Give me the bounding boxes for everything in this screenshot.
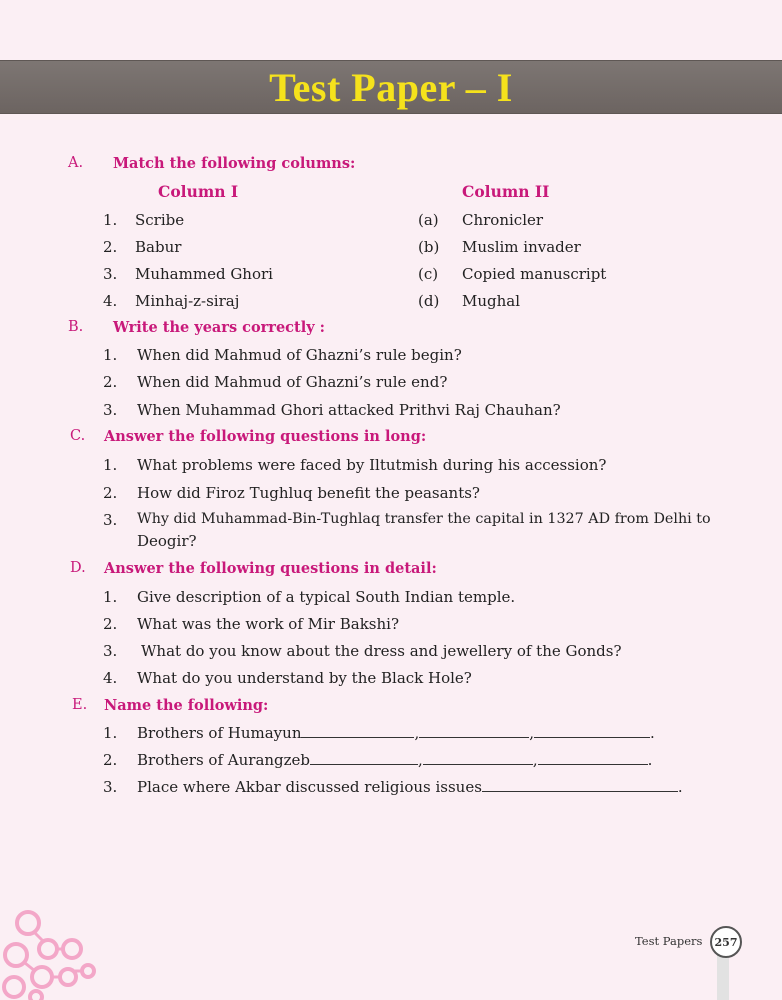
section-d-letter: D. xyxy=(70,560,86,576)
question-text: When did Mahmud of Ghazni’s rule begin? xyxy=(137,346,462,364)
question-text-continued: Deogir? xyxy=(137,532,197,550)
question-text: Why did Muhammad-Bin-Tughlaq transfer the capital in 1327 AD from Delhi to xyxy=(137,511,711,527)
match-right-item: Mughal xyxy=(462,292,521,310)
answer-blank[interactable] xyxy=(310,752,418,765)
section-a-letter: A. xyxy=(68,155,84,171)
question-number: 1. xyxy=(103,588,118,606)
question-text: When Muhammad Ghori attacked Prithvi Raj Chauhan? xyxy=(137,401,561,419)
match-code: (a) xyxy=(418,211,439,229)
page-badge-tail xyxy=(717,952,729,1000)
question-number: 1. xyxy=(103,456,118,474)
question-number: 3. xyxy=(103,778,118,796)
fill-in-question: Brothers of Aurangzeb , , . xyxy=(137,751,653,769)
match-right-item: Chronicler xyxy=(462,211,544,229)
page-number: 257 xyxy=(714,935,738,949)
match-row-number: 3. xyxy=(103,265,118,283)
section-a-title: Match the following columns: xyxy=(113,155,356,172)
question-text: What problems were faced by Iltutmish during his accession? xyxy=(137,456,607,474)
match-row-number: 1. xyxy=(103,211,118,229)
match-code: (c) xyxy=(418,265,439,283)
match-left-item: Babur xyxy=(135,238,182,256)
pink-circles-icon xyxy=(0,905,100,1000)
fill-in-text: Brothers of Humayun xyxy=(137,724,302,742)
answer-blank[interactable] xyxy=(538,752,648,765)
question-text: What was the work of Mir Bakshi? xyxy=(137,615,399,633)
question-number: 4. xyxy=(103,669,118,687)
footer-label: Test Papers xyxy=(635,934,703,948)
question-number: 2. xyxy=(103,615,118,633)
question-number: 2. xyxy=(103,484,118,502)
match-code: (d) xyxy=(418,292,440,310)
match-left-item: Scribe xyxy=(135,211,185,229)
question-text: What do you understand by the Black Hole? xyxy=(137,669,472,687)
title-banner xyxy=(0,60,782,114)
match-right-item: Muslim invader xyxy=(462,238,581,256)
section-b-title: Write the years correctly : xyxy=(113,319,326,336)
match-left-item: Muhammed Ghori xyxy=(135,265,273,283)
match-right-item: Copied manuscript xyxy=(462,265,607,283)
answer-blank[interactable] xyxy=(482,779,678,792)
question-number: 2. xyxy=(103,373,118,391)
answer-blank[interactable] xyxy=(423,752,533,765)
match-row-number: 4. xyxy=(103,292,118,310)
page-number-badge xyxy=(710,926,742,958)
section-e-letter: E. xyxy=(72,697,88,713)
fill-in-question: Place where Akbar discussed religious issues . xyxy=(137,778,683,796)
question-text: What do you know about the dress and jewellery of the Gonds? xyxy=(141,642,622,660)
section-c-title: Answer the following questions in long: xyxy=(104,428,427,445)
question-number: 2. xyxy=(103,751,118,769)
section-c-letter: C. xyxy=(70,428,86,444)
question-number: 1. xyxy=(103,724,118,742)
answer-blank[interactable] xyxy=(301,725,414,738)
fill-in-question: Brothers of Humayun , , . xyxy=(137,724,655,742)
answer-blank[interactable] xyxy=(419,725,529,738)
match-left-item: Minhaj-z-siraj xyxy=(135,292,240,310)
fill-in-text: Brothers of Aurangzeb xyxy=(137,751,311,769)
match-code: (b) xyxy=(418,238,440,256)
column-1-header: Column I xyxy=(158,182,239,201)
answer-blank[interactable] xyxy=(534,725,650,738)
question-number: 3. xyxy=(103,511,118,529)
question-number: 3. xyxy=(103,401,118,419)
question-number: 3. xyxy=(103,642,118,660)
column-2-header: Column II xyxy=(462,182,550,201)
question-text: When did Mahmud of Ghazni’s rule end? xyxy=(137,373,448,391)
question-number: 1. xyxy=(103,346,118,364)
section-b-letter: B. xyxy=(68,319,84,335)
question-text: How did Firoz Tughluq benefit the peasants? xyxy=(137,484,480,502)
fill-in-text: Place where Akbar discussed religious issues xyxy=(137,778,482,796)
section-d-title: Answer the following questions in detail: xyxy=(104,560,437,577)
section-e-title: Name the following: xyxy=(104,697,269,714)
question-text: Give description of a typical South Indian temple. xyxy=(137,588,516,606)
match-row-number: 2. xyxy=(103,238,118,256)
page-title: Test Paper – I xyxy=(269,64,513,110)
